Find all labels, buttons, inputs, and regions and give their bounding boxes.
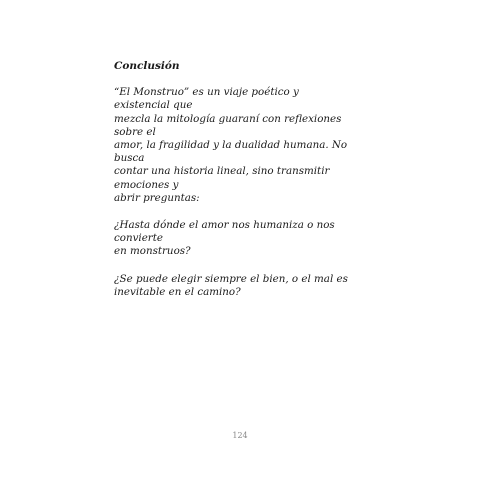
- page-body: [114, 60, 354, 313]
- intro-paragraph: “El Monstruo” es un viaje poético y existencial que mezcla la mitología guaraní con reflexiones sobre el amor, la fragilidad y la dualidad humana. No busca contar una historia lineal, sino transmitir emociones y abrir preguntas:: [114, 86, 348, 204]
- question-paragraph-1: ¿Hasta dónde el amor nos humaniza o nos convierte en monstruos?: [114, 219, 335, 258]
- question-paragraph-2: ¿Se puede elegir siempre el bien, o el mal es inevitable en el camino?: [114, 272, 348, 298]
- section-heading: Conclusión: [114, 60, 180, 72]
- page-number: 124: [232, 431, 248, 440]
